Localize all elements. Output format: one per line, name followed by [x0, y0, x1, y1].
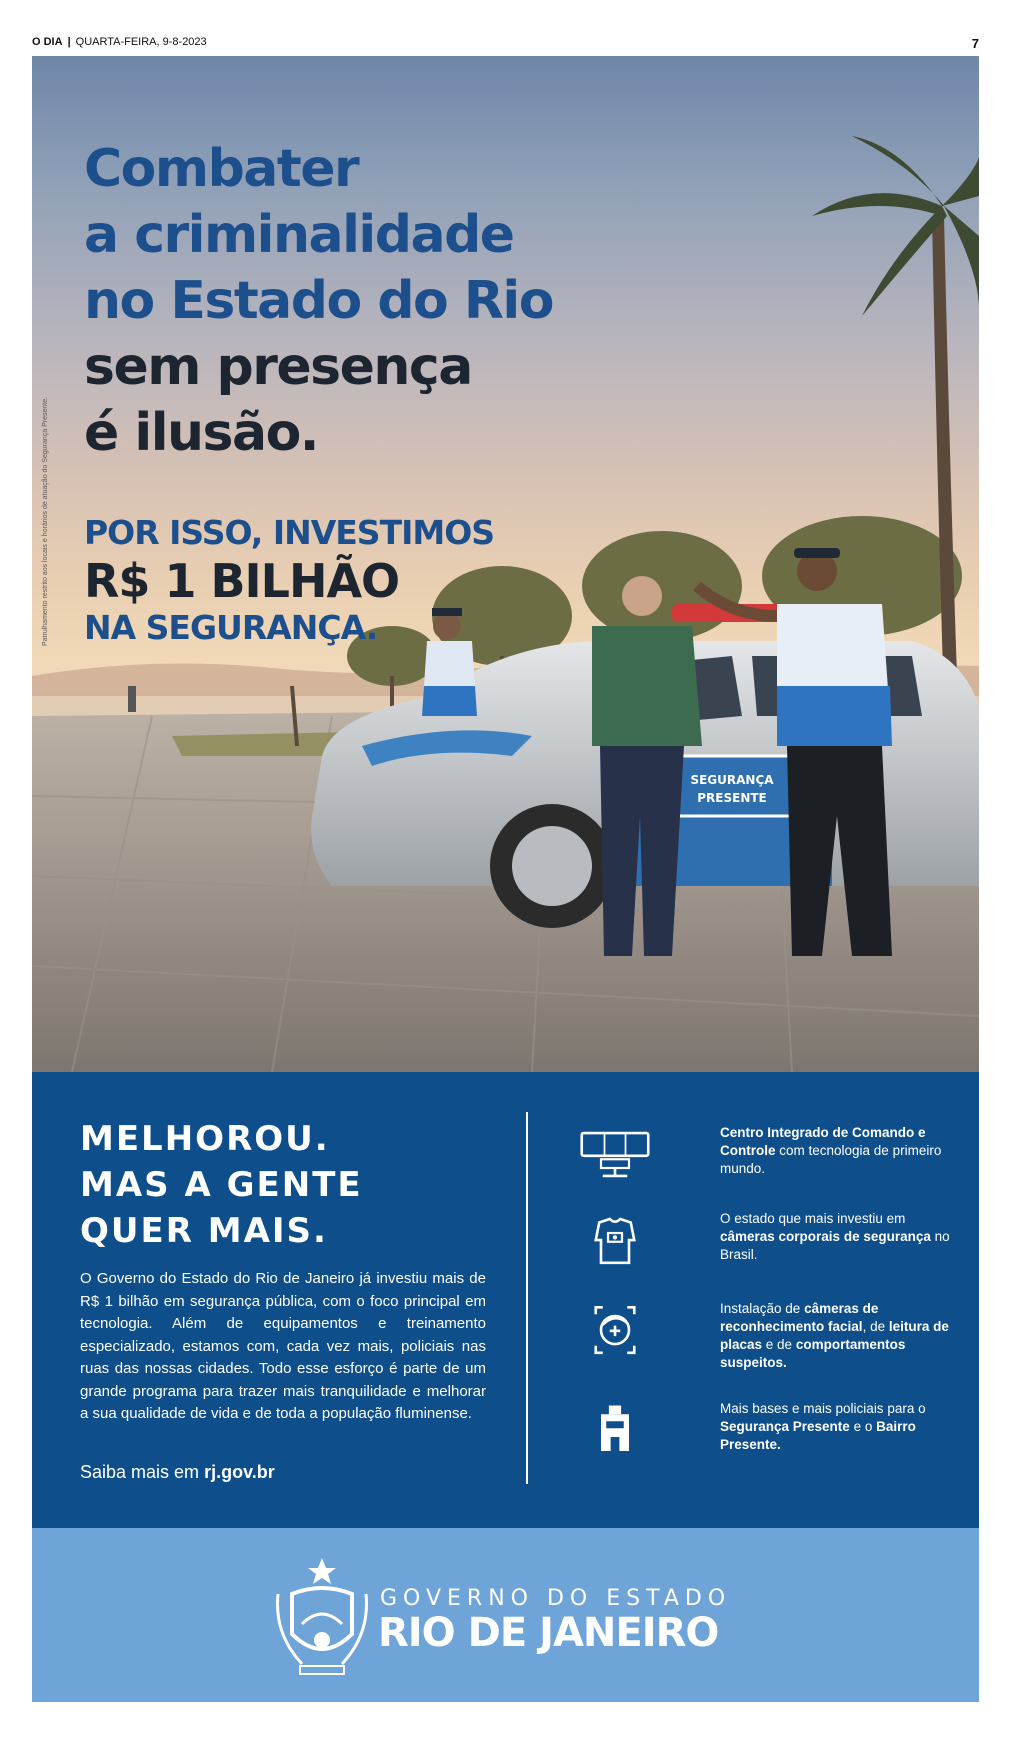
- masthead-separator: |: [67, 36, 71, 48]
- feature-4-text: [720, 1400, 960, 1454]
- main-headline: [84, 136, 724, 466]
- feature-2-lead: O estado que mais investiu em: [720, 1211, 906, 1226]
- car-badge-line2: PRESENTE: [697, 791, 767, 805]
- feature-4-bold-2: Bairro Presente.: [720, 1419, 916, 1452]
- feature-2-text: [720, 1210, 960, 1264]
- legal-fineprint: Patrulhamento restrito aos locais e horários de atuação do Segurança Presente.: [42, 396, 49, 646]
- headline-line-5: é ilusão.: [84, 403, 319, 463]
- feature-1-text: [720, 1124, 960, 1178]
- police-base-icon: [580, 1400, 650, 1460]
- footer-line-2: RIO DE JANEIRO: [378, 1610, 719, 1656]
- feature-4-lead: Mais bases e mais policiais para o: [720, 1401, 926, 1416]
- car-badge-line1: SEGURANÇA: [690, 773, 774, 787]
- tagline-line-3: QUER MAIS.: [80, 1211, 328, 1251]
- feature-3-bold-1: câmeras de reconhecimento facial: [720, 1301, 879, 1334]
- feature-police-bases: [580, 1400, 960, 1470]
- feature-3-text: [720, 1300, 960, 1372]
- headline-line-1: Combater: [84, 139, 359, 199]
- learn-more: [80, 1462, 275, 1483]
- headline-line-4: sem presença: [84, 337, 472, 397]
- feature-1-bold: Centro Integrado de Comando e Controle: [720, 1125, 926, 1158]
- feature-body-cameras: [580, 1210, 960, 1280]
- newspaper-name: O DIA: [32, 36, 63, 48]
- feature-4-mid: e o: [849, 1419, 877, 1434]
- feature-2-bold: câmeras corporais de segurança: [720, 1229, 931, 1244]
- investment-subhead: [84, 512, 494, 648]
- government-footer: [32, 1528, 979, 1702]
- feature-4-bold-1: Segurança Presente: [720, 1419, 850, 1434]
- page-number: 7: [971, 36, 979, 51]
- learn-more-prefix: Saiba mais em: [80, 1462, 200, 1482]
- body-camera-icon: [580, 1210, 650, 1270]
- headline-line-2: a criminalidade: [84, 205, 514, 265]
- tagline-line-1: MELHOROU.: [80, 1119, 330, 1159]
- feature-command-center: [580, 1124, 960, 1194]
- info-panel: [32, 1072, 979, 1528]
- subhead-amount: R$ 1 BILHÃO: [84, 554, 400, 608]
- masthead: [32, 36, 979, 52]
- face-recognition-icon: [580, 1300, 650, 1360]
- feature-3-mid-2: e de: [762, 1337, 796, 1352]
- panel-body-text: O Governo do Estado do Rio de Janeiro já investiu mais de R$ 1 bilhão em segurança pública, com o foco principal em tecnologia. Além de equipamentos e treinamento especializado, estamos com, cada vez mais, policiais nas ruas das nossas cidades. Todo esse esforço é parte de um grande programa para trazer mais tranquilidade e melhorar a sua qualidade de vida e de toda a população fluminense.: [80, 1270, 486, 1422]
- footer-line-1: GOVERNO DO ESTADO: [380, 1586, 732, 1611]
- panel-tagline: [80, 1116, 363, 1254]
- hero-photo: [32, 56, 979, 1072]
- headline-line-3: no Estado do Rio: [84, 271, 553, 331]
- tagline-line-2: MAS A GENTE: [80, 1165, 363, 1205]
- feature-face-recognition: [580, 1300, 960, 1370]
- feature-3-bold-2: leitura de placas: [720, 1319, 949, 1352]
- feature-2-rest: no Brasil.: [720, 1229, 950, 1262]
- feature-3-lead: Instalação de: [720, 1301, 805, 1316]
- feature-3-bold-3: comportamentos suspeitos.: [720, 1337, 906, 1370]
- subhead-line-3: NA SEGURANÇA.: [84, 608, 378, 647]
- feature-3-mid: , de: [862, 1319, 889, 1334]
- state-coat-of-arms-icon: [272, 1554, 372, 1678]
- panel-divider: [526, 1112, 528, 1484]
- subhead-line-1: POR ISSO, INVESTIMOS: [84, 513, 495, 552]
- issue-date: QUARTA-FEIRA, 9-8-2023: [75, 36, 207, 48]
- monitors-icon: [580, 1124, 650, 1184]
- feature-1-rest: com tecnologia de primeiro mundo.: [720, 1143, 942, 1176]
- website-link[interactable]: rj.gov.br: [204, 1462, 275, 1482]
